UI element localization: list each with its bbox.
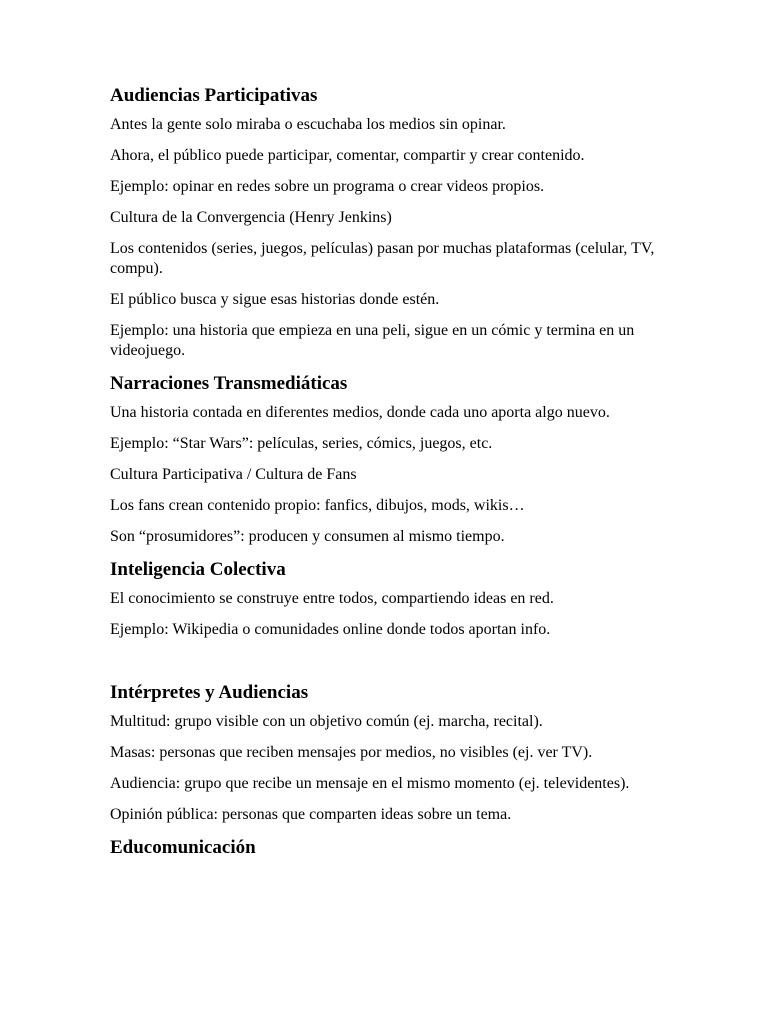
paragraph: Cultura de la Convergencia (Henry Jenkins) (110, 209, 392, 226)
paragraph: El conocimiento se construye entre todos, compartiendo ideas en red. (110, 590, 554, 607)
paragraph: Ejemplo: opinar en redes sobre un programa o crear videos propios. (110, 178, 545, 195)
paragraph: Ejemplo: “Star Wars”: películas, series, cómics, juegos, etc. (110, 435, 493, 452)
blank-line (110, 651, 666, 681)
paragraph: El público busca y sigue esas historias donde estén. (110, 291, 440, 308)
paragraph: Audiencia: grupo que recibe un mensaje en el mismo momento (ej. televidentes). (110, 775, 630, 792)
section-heading: Narraciones Transmediáticas (110, 373, 348, 394)
paragraph: Son “prosumidores”: producen y consumen al mismo tiempo. (110, 528, 505, 545)
paragraph: Ejemplo: Wikipedia o comunidades online donde todos aportan info. (110, 621, 551, 638)
section-heading: Audiencias Participativas (110, 85, 318, 106)
paragraph: Ahora, el público puede participar, comentar, compartir y crear contenido. (110, 147, 585, 164)
paragraph: Cultura Participativa / Cultura de Fans (110, 466, 357, 483)
document-page (110, 84, 666, 867)
paragraph: Una historia contada en diferentes medios, donde cada uno aporta algo nuevo. (110, 404, 610, 421)
paragraph: Opinión pública: personas que comparten ideas sobre un tema. (110, 806, 512, 823)
paragraph: Multitud: grupo visible con un objetivo común (ej. marcha, recital). (110, 713, 543, 730)
section-heading: Educomunicación (110, 837, 256, 858)
paragraph: Ejemplo: una historia que empieza en una peli, sigue en un cómic y termina en un videojuego. (110, 322, 635, 359)
paragraph: Masas: personas que reciben mensajes por medios, no visibles (ej. ver TV). (110, 744, 593, 761)
section-heading: Inteligencia Colectiva (110, 559, 286, 580)
paragraph: Antes la gente solo miraba o escuchaba los medios sin opinar. (110, 116, 506, 133)
paragraph: Los contenidos (series, juegos, películas) pasan por muchas plataformas (celular, TV, compu). (110, 240, 655, 277)
paragraph: Los fans crean contenido propio: fanfics, dibujos, mods, wikis… (110, 497, 525, 514)
section-heading: Intérpretes y Audiencias (110, 682, 309, 703)
